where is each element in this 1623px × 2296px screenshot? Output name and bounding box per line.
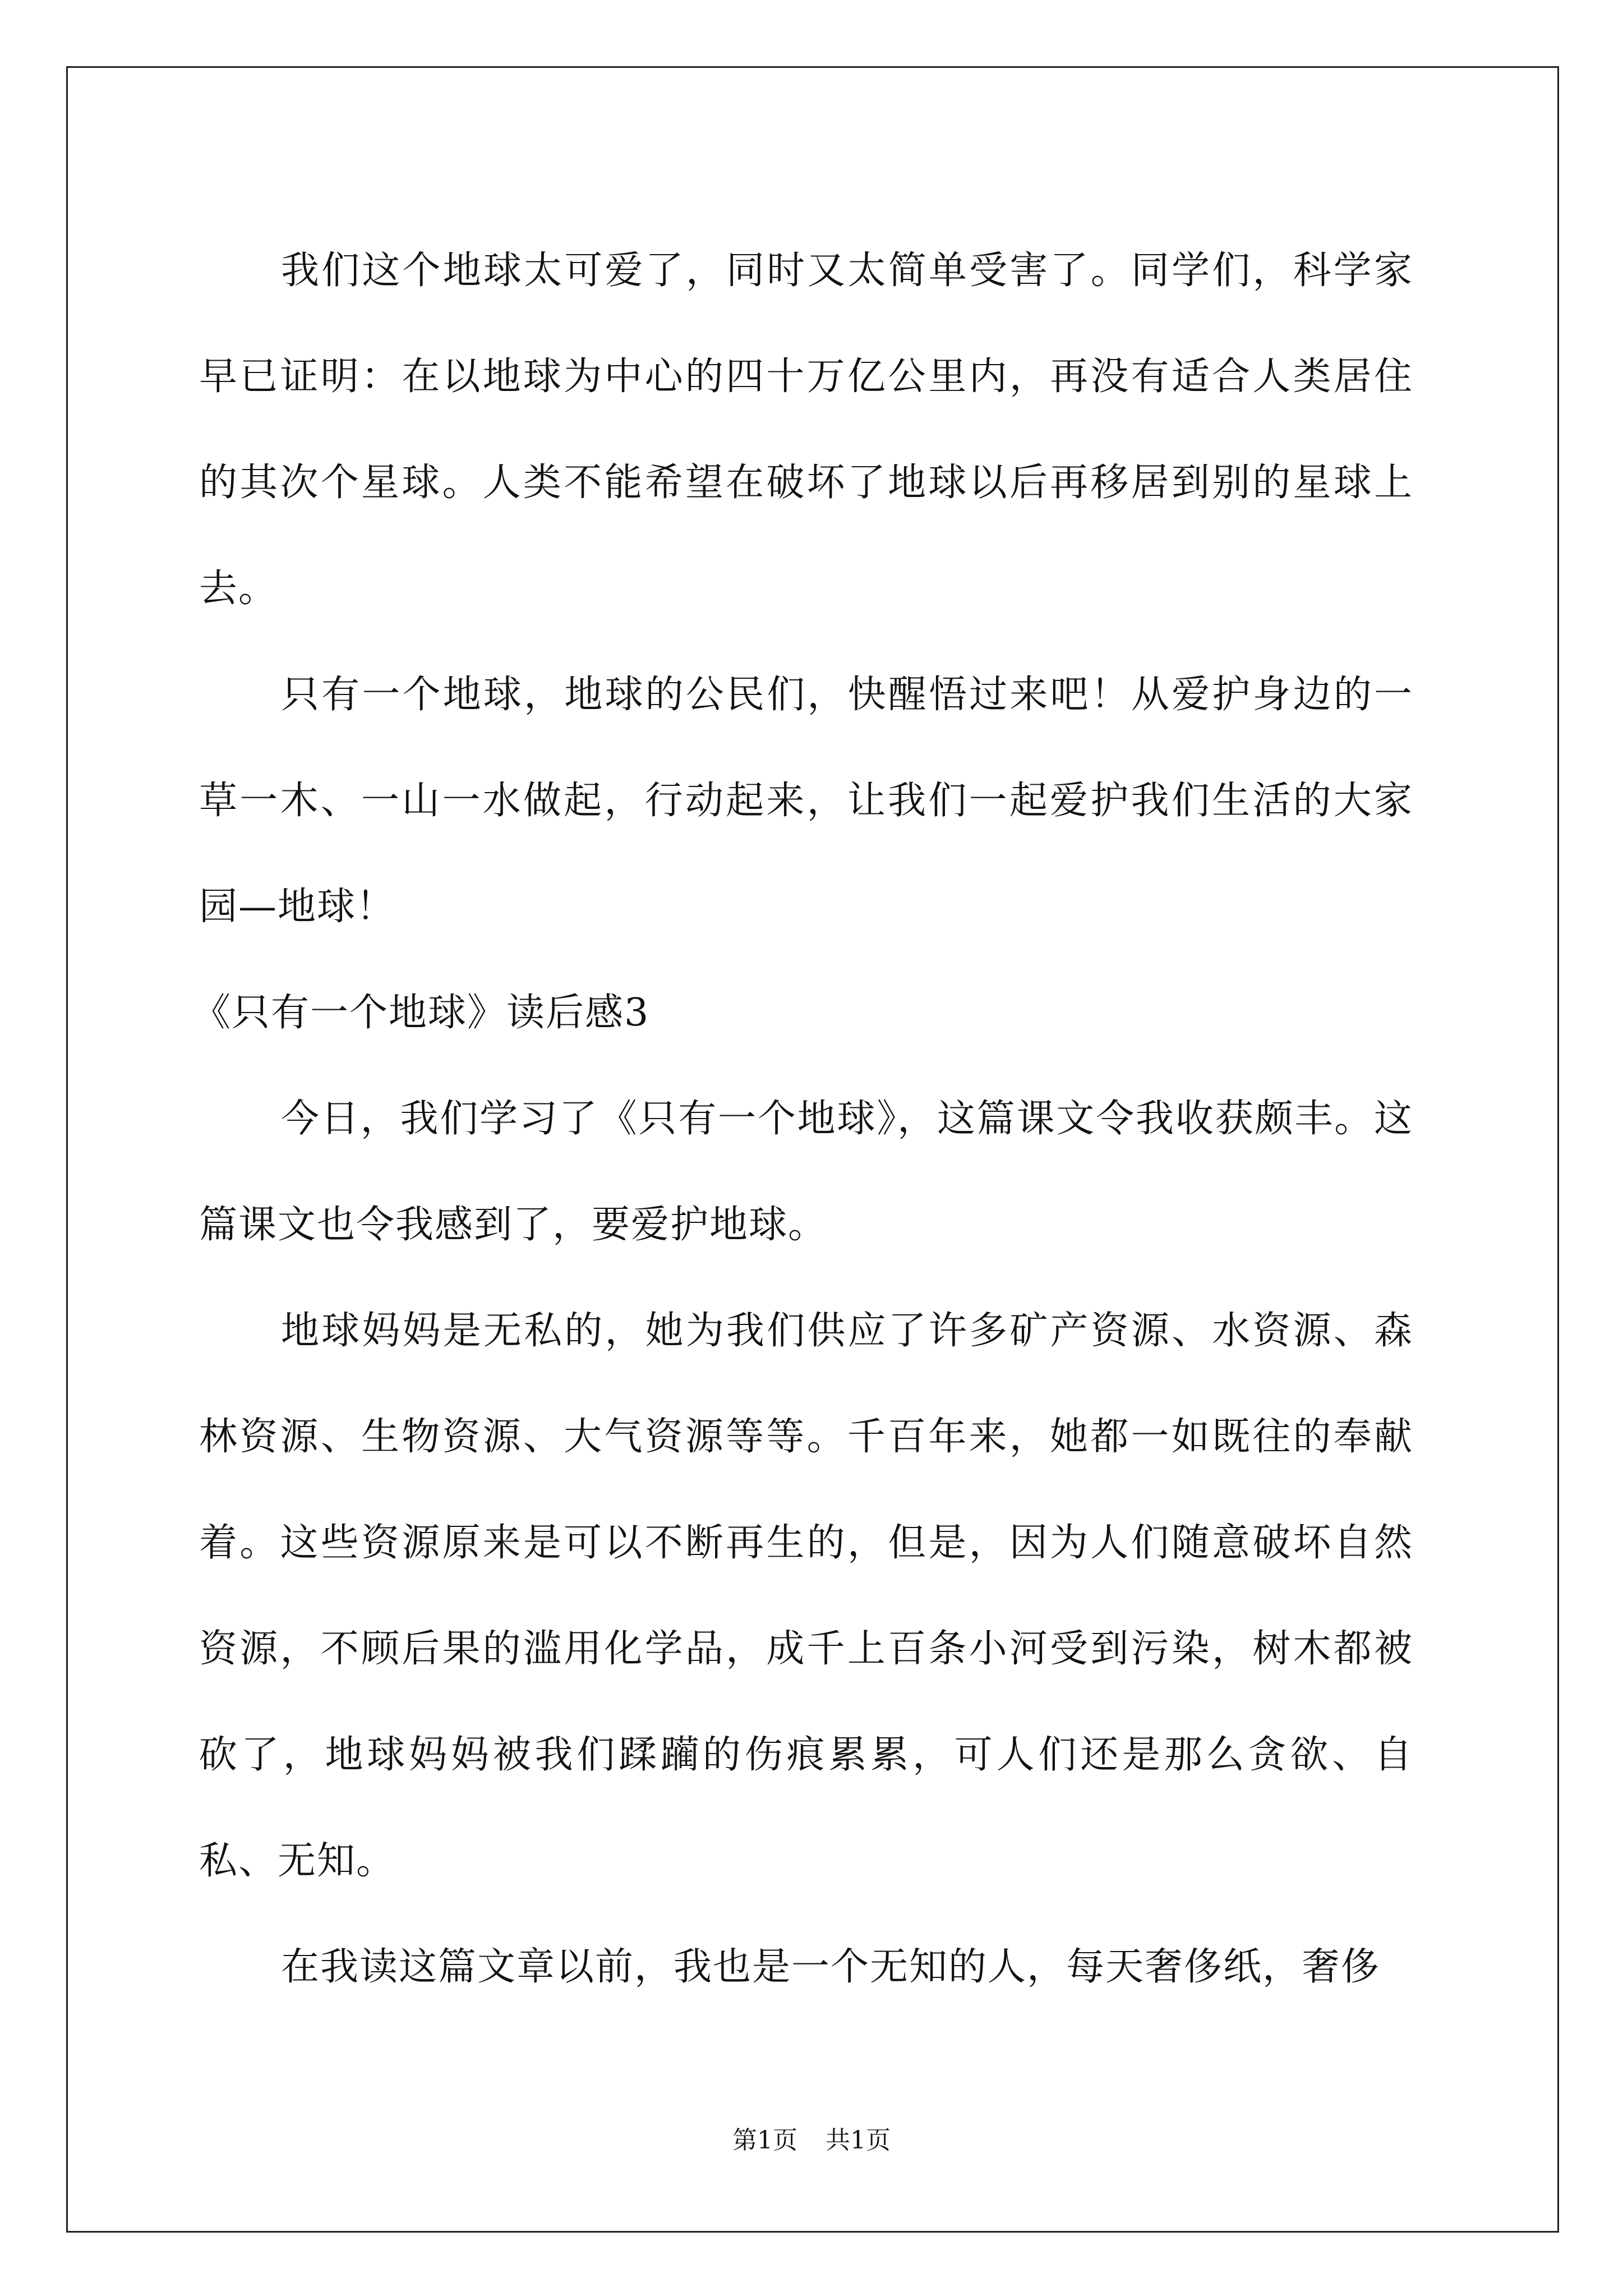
paragraph-today-learned: 今日，我们学习了《只有一个地球》，这篇课文令我收获颇丰。这篇课文也令我感到了，要爱护地球。 xyxy=(199,1097,1413,1247)
paragraph-before-reading: 在我读这篇文章以前，我也是一个无知的人，每天奢侈纸，奢侈 xyxy=(281,1945,1381,1989)
page-footer xyxy=(0,2124,1623,2157)
page-number: 第1页 xyxy=(732,2126,797,2155)
paragraph-earth-lovely: 我们这个地球太可爱了，同时又太简单受害了。同学们，科学家早已证明：在以地球为中心的四十万亿公里内，再没有适合人类居住的其次个星球。人类不能希望在破坏了地球以后再移居到别的星球上去。 xyxy=(199,249,1413,611)
paragraph-only-one-earth: 只有一个地球，地球的公民们，快醒悟过来吧！从爱护身边的一草一木、一山一水做起，行动起来，让我们一起爱护我们生活的大家园—地球！ xyxy=(199,673,1413,929)
paragraph-mother-earth: 地球妈妈是无私的，她为我们供应了许多矿产资源、水资源、森林资源、生物资源、大气资源等等。千百年来，她都一如既往的奉献着。这些资源原来是可以不断再生的，但是，因为人们随意破坏自然资源，不顾后果的滥用化学品，成千上百条小河受到污染，树木都被砍了，地球妈妈被我们蹂躏的伤痕累累，可人们还是那么贪欲、自私、无知。 xyxy=(199,1309,1413,1883)
section-heading: 《只有一个地球》读后感3 xyxy=(192,991,650,1035)
document-body xyxy=(192,218,1413,2020)
page-total: 共1页 xyxy=(826,2126,891,2155)
